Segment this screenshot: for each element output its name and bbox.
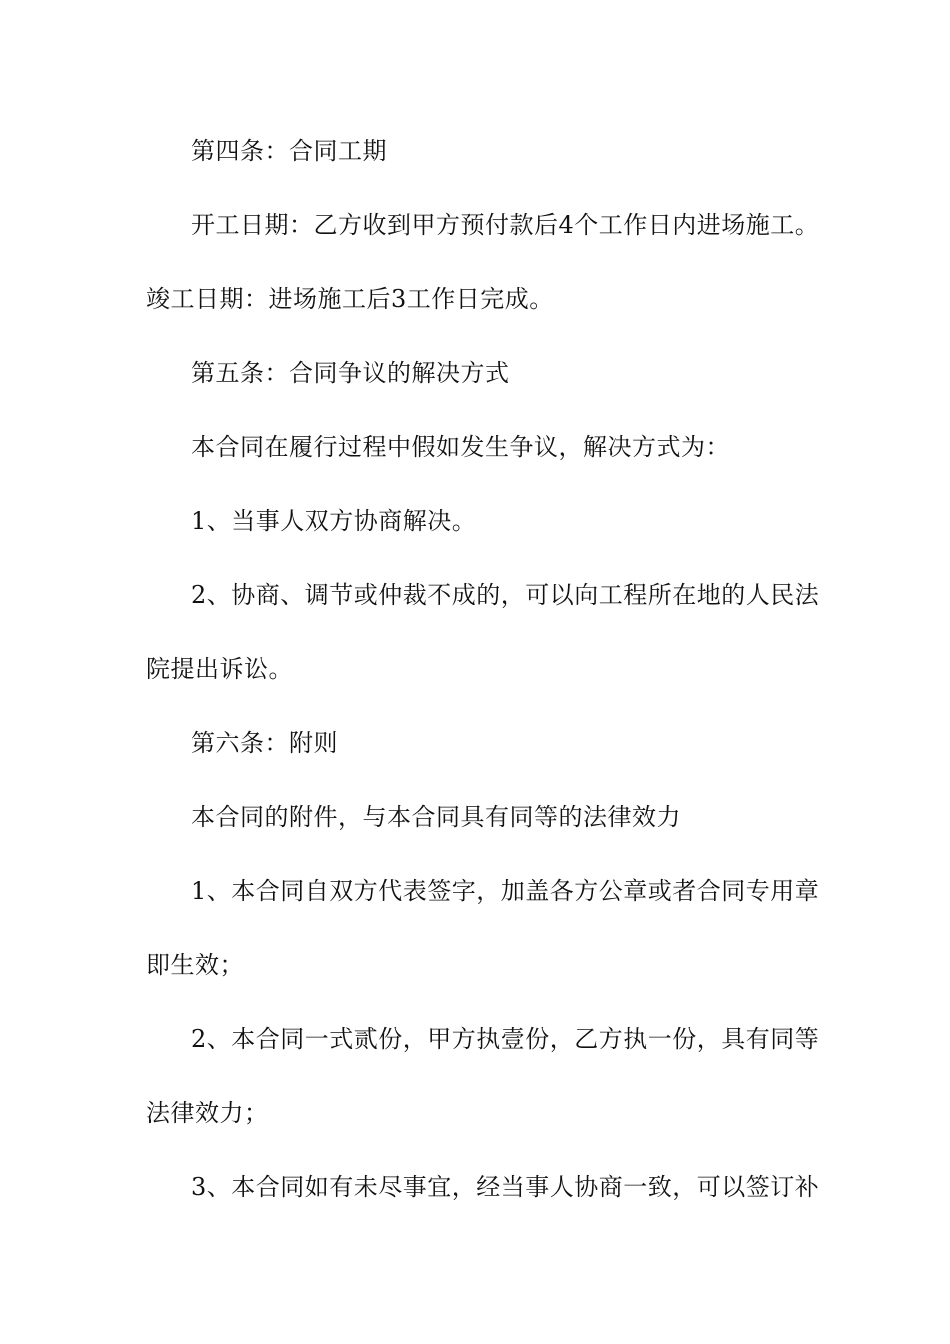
dispute-item-1: 1、当事人双方协商解决。	[191, 507, 477, 535]
dispute-item-2: 2、协商、调节或仲裁不成的，可以向工程所在地的人民法	[191, 581, 820, 609]
start-date-line: 开工日期：乙方收到甲方预付款后4个工作日内进场施工。	[191, 211, 820, 239]
annex-item-2-continued: 法律效力；	[146, 1099, 269, 1127]
completion-date-line: 竣工日期：进场施工后3工作日完成。	[146, 285, 554, 313]
dispute-intro-line: 本合同在履行过程中假如发生争议，解决方式为：	[191, 433, 730, 461]
annex-item-3: 3、本合同如有未尽事宜，经当事人协商一致，可以签订补	[191, 1173, 820, 1201]
annex-item-1: 1、本合同自双方代表签字，加盖各方公章或者合同专用章	[191, 877, 820, 905]
clause-5-heading: 第五条：合同争议的解决方式	[191, 359, 510, 387]
clause-6-heading: 第六条：附则	[191, 729, 338, 757]
dispute-item-2-continued: 院提出诉讼。	[146, 655, 293, 683]
annex-statement: 本合同的附件，与本合同具有同等的法律效力	[191, 803, 681, 831]
annex-item-2: 2、本合同一式贰份，甲方执壹份，乙方执一份，具有同等	[191, 1025, 820, 1053]
clause-4-heading: 第四条：合同工期	[191, 137, 387, 165]
annex-item-1-continued: 即生效；	[146, 951, 244, 979]
